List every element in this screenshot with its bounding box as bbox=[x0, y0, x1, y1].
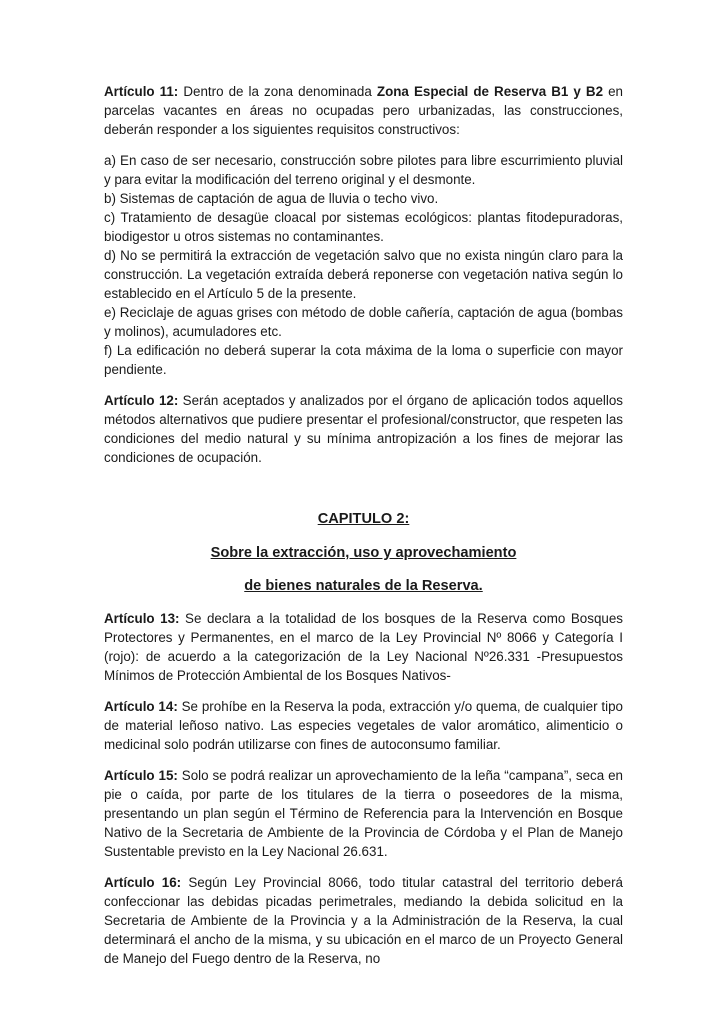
article-text: Serán aceptados y analizados por el órgano de aplicación todos aquellos métodos alternativos que pudiere presentar el profesional/constructor, que respeten las condiciones del medio natural y su mínima antropización a los fines de mejorar las condiciones de ocupación. bbox=[104, 393, 623, 465]
list-item: e) Reciclaje de aguas grises con método de doble cañería, captación de agua (bombas y molinos), acumuladores etc. bbox=[104, 305, 623, 339]
article-text: Según Ley Provincial 8066, todo titular catastral del territorio deberá confeccionar las debidas picadas perimetrales, mediando la debida solicitud en la Secretaria de Ambiente de la Provincia y a la Administración de la Reserva, la cual determinará el ancho de la misma, y su ubicación en el marco de un Proyecto General de Manejo del Fuego dentro de la Reserva, no bbox=[104, 875, 623, 966]
article-16 bbox=[104, 873, 623, 968]
article-label: Artículo 15: bbox=[104, 768, 178, 783]
list-item: c) Tratamiento de desagüe cloacal por sistemas ecológicos: plantas fitodepuradoras, biodigestor u otros sistemas no contaminantes. bbox=[104, 210, 623, 244]
list-item: f) La edificación no deberá superar la cota máxima de la loma o superficie con mayor pendiente. bbox=[104, 343, 623, 377]
article-11 bbox=[104, 82, 623, 139]
article-12 bbox=[104, 391, 623, 467]
list-item: d) No se permitirá la extracción de vegetación salvo que no exista ningún claro para la construcción. La vegetación extraída deberá reponerse con vegetación nativa según lo establecido en el Artículo 5 de la presente. bbox=[104, 248, 623, 301]
article-label: Artículo 13: bbox=[104, 611, 180, 626]
document-page bbox=[104, 82, 623, 980]
article-label: Artículo 14: bbox=[104, 699, 178, 714]
chapter-title: CAPITULO 2: bbox=[317, 511, 410, 527]
article-15 bbox=[104, 766, 623, 861]
article-text: Dentro de la zona denominada bbox=[178, 84, 377, 99]
requirements-list bbox=[104, 151, 623, 379]
article-13 bbox=[104, 609, 623, 685]
article-text: Se declara a la totalidad de los bosques de la Reserva como Bosques Protectores y Permanentes, en el marco de la Ley Provincial Nº 8066 y Categoría I (rojo): de acuerdo a la categorización de la Ley Nacional Nº26.331 -Presupuestos Mínimos de Protección Ambiental de los Bosques Nativos- bbox=[104, 611, 623, 683]
chapter-subtitle-line2: de bienes naturales de la Reserva. bbox=[244, 578, 483, 594]
list-item: b) Sistemas de captación de agua de lluvia o techo vivo. bbox=[104, 191, 439, 206]
article-text: en parcelas vacantes en áreas no ocupadas pero urbanizadas, las construcciones, deberán responder a los siguientes requisitos constructivos: bbox=[104, 84, 623, 137]
zone-name: Zona Especial de Reserva B1 y B2 bbox=[376, 84, 604, 99]
list-item: a) En caso de ser necesario, construcción sobre pilotes para libre escurrimiento pluvial y para evitar la modificación del terreno original y el desmonte. bbox=[104, 153, 623, 187]
article-text: Solo se podrá realizar un aprovechamiento de la leña “campana”, seca en pie o caída, por parte de los titulares de la tierra o poseedores de la misma, presentando un plan según el Término de Referencia para la Intervención en Bosque Nativo de la Secretaria de Ambiente de la Provincia de Córdoba y el Plan de Manejo Sustentable previsto en la Ley Nacional 26.631. bbox=[104, 768, 623, 859]
article-label: Artículo 16: bbox=[104, 875, 182, 890]
chapter-subtitle-line1: Sobre la extracción, uso y aprovechamiento bbox=[210, 545, 517, 561]
article-label: Artículo 12: bbox=[104, 393, 179, 408]
article-text: Se prohíbe en la Reserva la poda, extracción y/o quema, de cualquier tipo de material leñoso nativo. Las especies vegetales de valor aromático, alimenticio o medicinal solo podrán utilizarse con fines de autoconsumo familiar. bbox=[104, 699, 623, 752]
article-14 bbox=[104, 697, 623, 754]
article-label: Artículo 11: bbox=[104, 84, 179, 99]
